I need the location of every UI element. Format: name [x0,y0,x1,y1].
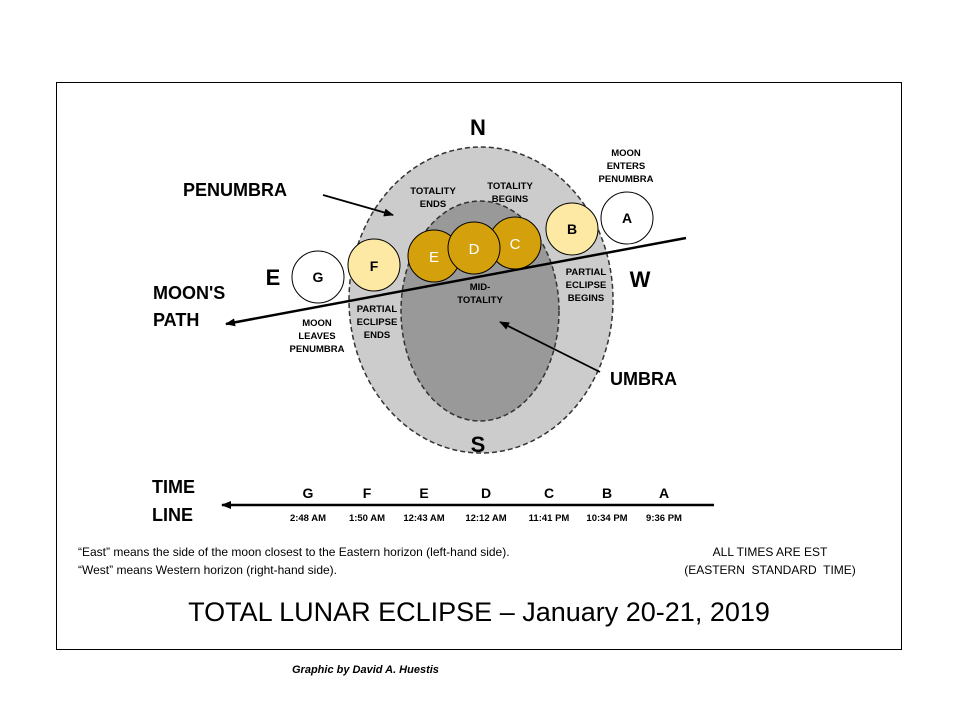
totality-ends-line1: TOTALITY [410,186,456,197]
times-note-line1: ALL TIMES ARE EST [712,545,828,559]
enters-penumbra-line2: ENTERS [606,161,646,172]
timeline-time-a: 9:36 PM [646,513,682,524]
penumbra-label: PENUMBRA [183,180,288,200]
leaves-penumbra-line3: PENUMBRA [289,344,345,355]
enters-penumbra-line1: MOON [611,148,641,159]
timeline-label-line2: LINE [152,505,194,525]
moon-g [292,251,344,303]
moon-a-letter: A [621,210,633,226]
timeline-time-b: 10:34 PM [586,513,628,524]
partial-ends-line1: PARTIAL [356,304,398,315]
timeline-time-f: 1:50 AM [348,513,386,524]
partial-begins-line2: ECLIPSE [565,280,607,291]
timeline-letter-g: G [302,485,314,501]
moon-g-letter: G [312,269,324,285]
direction-south: S [470,432,486,457]
totality-ends-line2: ENDS [419,199,447,210]
totality-begins-line1: TOTALITY [487,181,533,192]
timeline-time-e: 12:43 AM [403,513,445,524]
moon-d-letter: D [468,241,480,258]
timeline-time-d: 12:12 AM [465,513,507,524]
timeline-letter-e: E [419,485,429,501]
moon-b-letter: B [566,221,578,237]
moons-path-label-line2: PATH [153,310,200,330]
moon-b [546,203,598,255]
partial-begins-line3: BEGINS [567,293,605,304]
mid-totality-line2: TOTALITY [457,295,503,306]
direction-east: E [265,265,281,290]
leaves-penumbra-line2: LEAVES [298,331,336,342]
timeline-letter-a: A [658,485,670,501]
west-definition-note: “West” means Western horizon (right-hand side). [78,563,337,577]
partial-ends-line3: ENDS [363,330,391,341]
direction-north: N [470,115,486,140]
mid-totality-line1: MID- [469,282,491,293]
timeline-letter-c: C [543,485,555,501]
timeline-letter-d: D [480,485,492,501]
partial-ends-line2: ECLIPSE [356,317,398,328]
timeline-time-c: 11:41 PM [528,513,570,524]
timeline-label-line1: TIME [152,477,195,497]
moon-e-letter: E [428,249,440,266]
timeline-letter-b: B [601,485,613,501]
moon-d [448,222,500,274]
moon-f-letter: F [369,258,379,274]
moon-f [348,239,400,291]
timeline-letter-f: F [362,485,372,501]
leaves-penumbra-line1: MOON [302,318,332,329]
moons-path-label-line1: MOON'S [153,283,226,303]
enters-penumbra-line3: PENUMBRA [598,174,654,185]
umbra-label: UMBRA [610,369,677,389]
east-definition-note: “East” means the side of the moon closest to the Eastern horizon (left-hand side). [78,545,510,559]
direction-west: W [629,267,651,292]
times-note-line2: (EASTERN STANDARD TIME) [684,563,856,577]
moon-c-letter: C [509,236,521,253]
moon-a [601,192,653,244]
timeline-time-g: 2:48 AM [289,513,327,524]
credit-line: Graphic by David A. Huestis [292,664,439,676]
diagram-title: TOTAL LUNAR ECLIPSE – January 20-21, 2019 [188,597,770,627]
totality-begins-line2: BEGINS [491,194,529,205]
partial-begins-line1: PARTIAL [565,267,607,278]
